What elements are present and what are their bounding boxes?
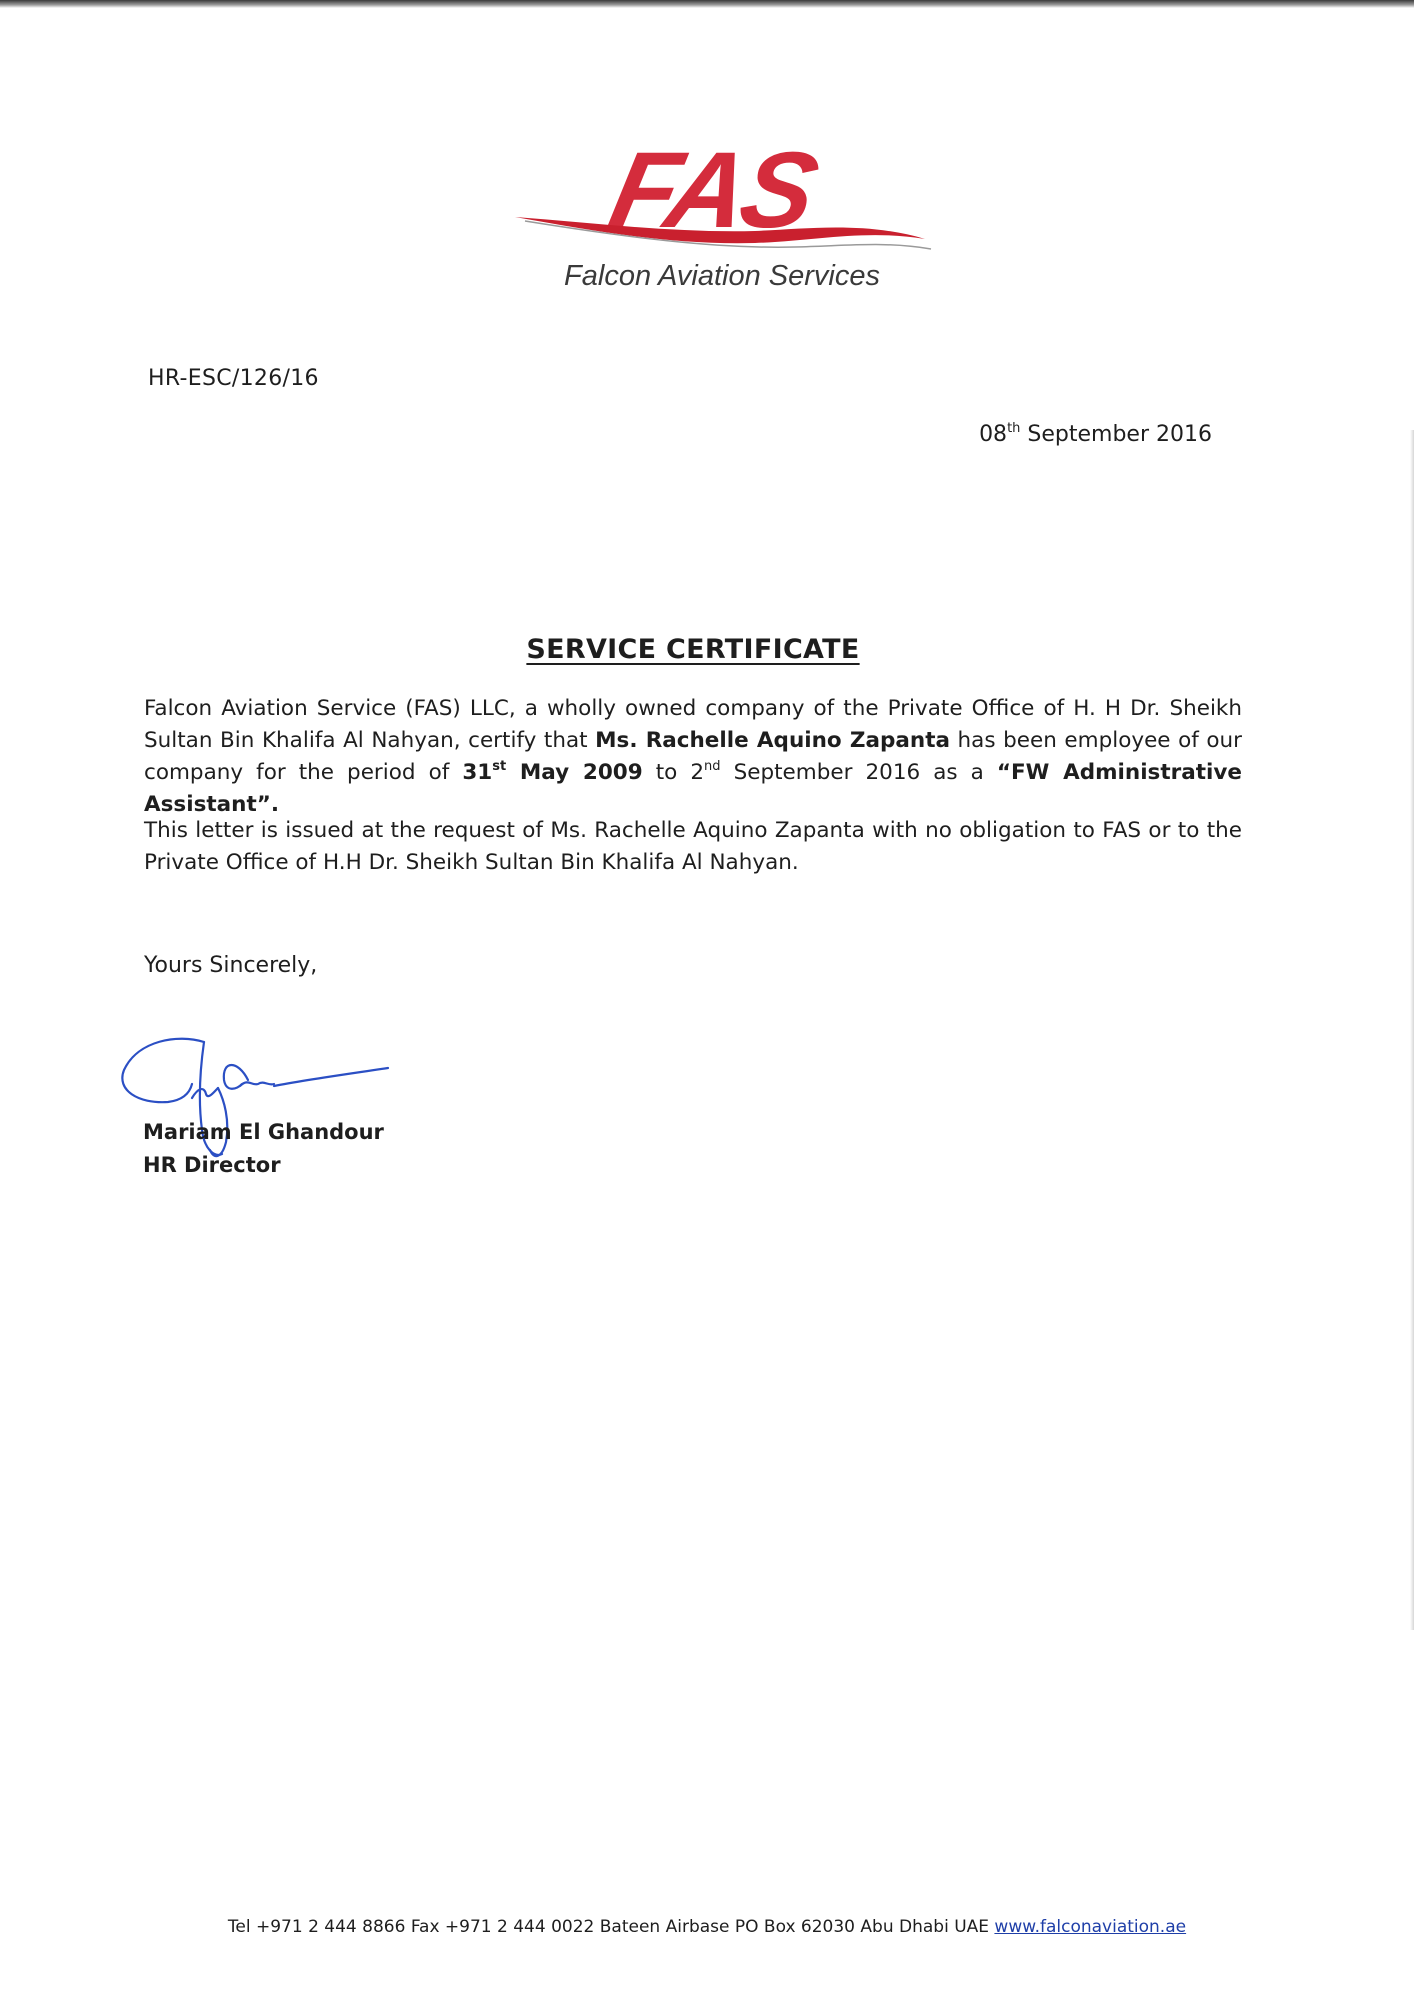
certificate-paragraph [144, 693, 1242, 821]
fas-logo-graphic [515, 125, 935, 305]
page-title: SERVICE CERTIFICATE [526, 634, 860, 665]
request-paragraph: This letter is issued at the request of Ms. Rachelle Aquino Zapanta with no obligation to FAS or to the Private Office of H.H Dr. Sheikh Sultan Bin Khalifa Al Nahyan. [144, 818, 1242, 875]
end-suffix: nd [704, 759, 721, 774]
scan-edge-top [0, 0, 1414, 8]
website-link[interactable]: www.falconaviation.ae [994, 1917, 1187, 1937]
start-suffix: st [492, 759, 507, 774]
scan-edge-right [1410, 430, 1414, 1630]
end-rest: September 2016 as a [720, 760, 997, 785]
start-date [462, 760, 642, 785]
signatory-name: Mariam El Ghandour [143, 1120, 384, 1144]
logo-tagline: Falcon Aviation Services [564, 260, 880, 292]
signatory-role: HR Director [143, 1153, 281, 1177]
letterhead-footer [0, 1917, 1414, 1937]
reference-number: HR-ESC/126/16 [148, 366, 319, 391]
fas-logo [515, 125, 935, 305]
employee-name: Ms. Rachelle Aquino Zapanta [595, 728, 950, 753]
start-day: 31 [462, 760, 493, 785]
signatory-block [143, 1116, 384, 1182]
start-rest: May 2009 [506, 760, 643, 785]
to-text: to 2 [642, 760, 705, 785]
date-suffix: th [1007, 421, 1021, 436]
intro-text: Falcon Aviation Service (FAS) LLC, a wholly owned company of the Private Office of H. H Dr. Sheikh Sultan Bin Khalifa Al Nahyan, certify that [144, 696, 1242, 753]
date-day: 08 [979, 422, 1008, 447]
footer-contact: Tel +971 2 444 8866 Fax +971 2 444 0022 Bateen Airbase PO Box 62030 Abu Dhabi UAE [227, 1917, 995, 1937]
logo-mark: FAS [600, 130, 824, 251]
letter-date [979, 422, 1212, 447]
date-rest: September 2016 [1027, 422, 1212, 447]
period-text: has been employee of our company for the period of [144, 728, 1242, 785]
closing-text: Yours Sincerely, [144, 953, 318, 978]
job-position: “FW Administrative Assistant”. [144, 760, 1242, 817]
